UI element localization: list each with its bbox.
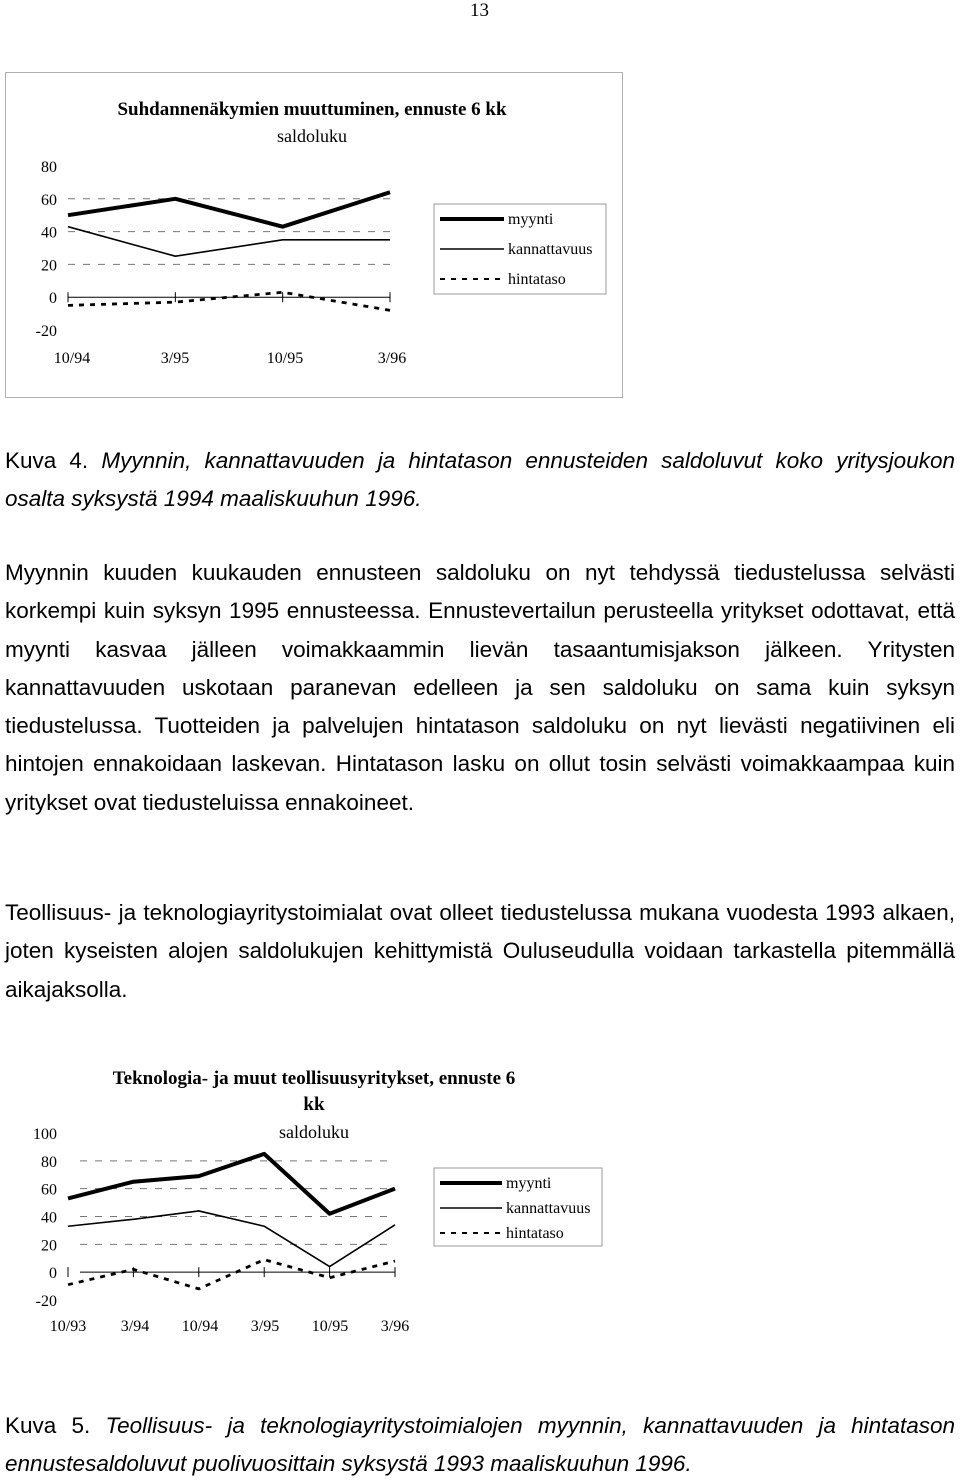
chart-1-y-tick-label: 40 bbox=[41, 224, 57, 242]
chart-2-legend-myynti-label: myynti bbox=[506, 1175, 552, 1192]
chart-2-series-kannattavuus-line bbox=[68, 1211, 395, 1267]
chart-1-x-tick-label: 3/96 bbox=[377, 350, 407, 367]
chart-2-y-tick-label: 80 bbox=[41, 1153, 57, 1171]
chart-1-legend-kannattavuus-label: kannattavuus bbox=[508, 241, 593, 258]
figure-4-caption bbox=[5, 442, 955, 518]
paragraph-2: Teollisuus- ja teknologiayritystoimialat ovat olleet tiedustelussa mukana vuodesta 1993 alkaen, joten kyseisten alojen saldolukujen kehittymistä Ouluseudulla voidaan tarkastella pitemmällä aikajaksolla. bbox=[5, 900, 955, 1002]
chart-2-x-tick-label: 3/95 bbox=[250, 1318, 280, 1335]
page-number: 13 bbox=[470, 0, 489, 21]
chart-2-x-tick-label: 10/93 bbox=[49, 1318, 87, 1335]
chart-1-y-tick-label: -20 bbox=[35, 323, 57, 340]
chart-2-y-tick-label: 100 bbox=[33, 1126, 57, 1143]
chart-1-y-tick-label: 80 bbox=[41, 159, 57, 176]
chart-2-series-hintataso-line bbox=[68, 1260, 395, 1289]
chart-1 bbox=[0, 90, 640, 380]
chart-2-legend-hintataso-label: hintataso bbox=[506, 1225, 564, 1242]
chart-2-x-tick-label: 3/96 bbox=[380, 1318, 410, 1335]
chart-1-series-hintataso-line bbox=[68, 292, 390, 310]
chart-1-subtitle: saldoluku bbox=[277, 126, 347, 146]
chart-1-y-tick-label: 20 bbox=[41, 257, 57, 275]
chart-2-x-tick-label: 10/94 bbox=[181, 1318, 219, 1335]
chart-2-title: Teknologia- ja muut teollisuusyritykset, ennuste 6 bbox=[112, 1068, 516, 1089]
chart-2-series-myynti-line bbox=[68, 1154, 395, 1214]
chart-1-legend-hintataso-label: hintataso bbox=[508, 271, 566, 288]
chart-1-y-tick-label: 60 bbox=[41, 191, 57, 209]
chart-1-x-tick-label: 3/95 bbox=[160, 350, 190, 367]
paragraph-1: Myynnin kuuden kuukauden ennusteen saldoluku on nyt tehdyssä tiedustelussa selvästi korkempi kuin syksyn 1995 ennusteessa. Ennustevertailun perusteella yritykset odottavat, että myynti kasvaa jälleen voimakkaammin lievän tasaantumisjakson jälkeen. Yritysten kannattavuuden uskotaan paranevan edelleen ja sen saldoluku on sama kuin syksyn tiedustelussa. Tuotteiden ja palvelujen hintatason saldoluku on nyt lievästi negatiivinen eli hintojen ennakoidaan laskevan. Hintatason lasku on ollut tosin selvästi voimakkaampaa kuin yritykset ovat tiedusteluissa ennakoineet. bbox=[5, 560, 955, 815]
chart-1-y-tick-label: 0 bbox=[49, 290, 57, 308]
chart-2-y-tick-label: 60 bbox=[41, 1181, 57, 1199]
chart-2-x-tick-label: 10/95 bbox=[311, 1318, 349, 1335]
figure-5-text: Teollisuus- ja teknologiayritystoimialojen myynnin, kannattavuuden ja hintatason ennustesaldoluvut puolivuosittain syksystä 1993 maaliskuuhun 1996. bbox=[5, 1413, 955, 1476]
chart-2-y-tick-label: 0 bbox=[49, 1265, 57, 1283]
chart-2-legend-kannattavuus-label: kannattavuus bbox=[506, 1200, 591, 1217]
figure-5-caption bbox=[5, 1407, 955, 1483]
chart-1-title: Suhdannenäkymien muuttuminen, ennuste 6 kk bbox=[117, 99, 507, 120]
chart-2-y-tick-label: 40 bbox=[41, 1209, 57, 1227]
chart-2 bbox=[0, 1060, 640, 1350]
chart-1-legend-myynti-label: myynti bbox=[508, 211, 554, 228]
chart-2-y-tick-label: 20 bbox=[41, 1237, 57, 1255]
chart-1-series-myynti-line bbox=[68, 192, 390, 226]
figure-4-text: Myynnin, kannattavuuden ja hintatason ennusteiden saldoluvut koko yritysjoukon osalta syksystä 1994 maaliskuuhun 1996. bbox=[5, 448, 955, 511]
chart-1-x-tick-label: 10/94 bbox=[53, 350, 91, 367]
chart-1-x-tick-label: 10/95 bbox=[266, 350, 304, 367]
chart-2-title: kk bbox=[303, 1094, 325, 1115]
chart-2-y-tick-label: -20 bbox=[35, 1293, 57, 1310]
chart-2-subtitle: saldoluku bbox=[279, 1122, 349, 1142]
figure-4-label: Kuva 4. bbox=[5, 448, 89, 473]
figure-5-label: Kuva 5. bbox=[5, 1413, 91, 1438]
chart-2-x-tick-label: 3/94 bbox=[120, 1318, 150, 1335]
